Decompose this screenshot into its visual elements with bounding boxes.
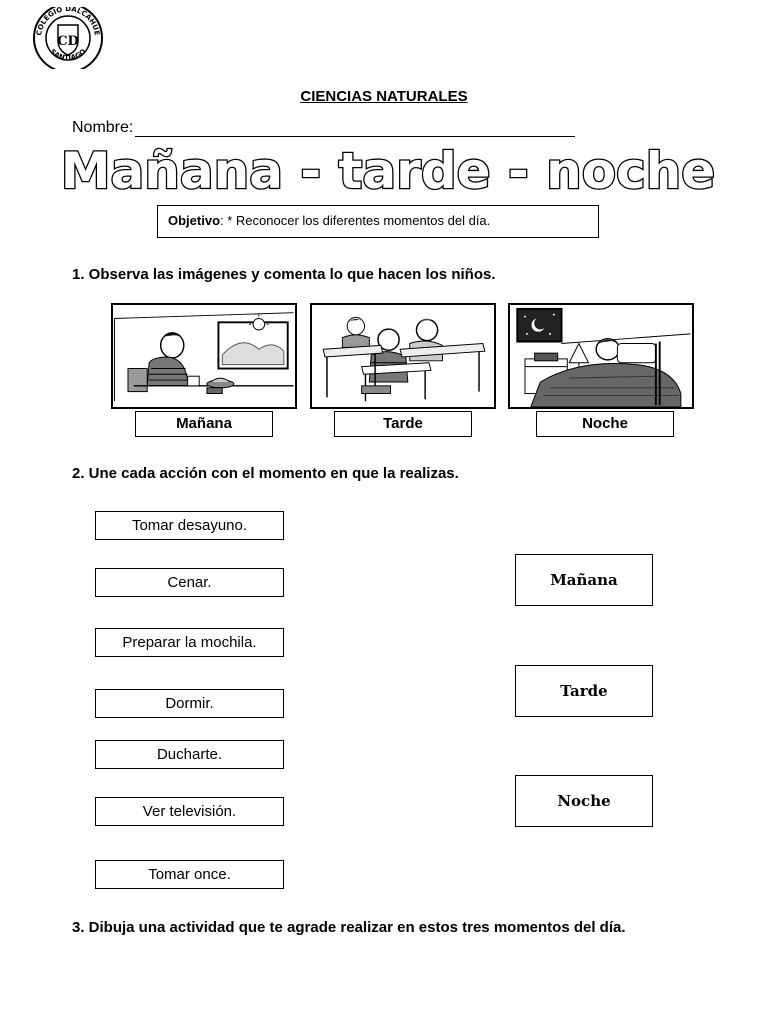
logo-top-text: COLEGIO DALCAHUE xyxy=(35,7,101,37)
morning-label: Mañana xyxy=(135,411,273,437)
action-ducharte[interactable]: Ducharte. xyxy=(95,740,284,769)
afternoon-label: Tarde xyxy=(334,411,472,437)
action-tomar-once[interactable]: Tomar once. xyxy=(95,860,284,889)
question-3: 3. Dibuja una actividad que te agrade realizar en estos tres momentos del día. xyxy=(72,919,626,936)
time-box-manana[interactable]: Mañana xyxy=(515,554,653,606)
name-blank-line[interactable] xyxy=(135,121,575,137)
action-cenar[interactable]: Cenar. xyxy=(95,568,284,597)
worksheet-title xyxy=(60,140,716,202)
school-logo xyxy=(32,7,104,69)
action-preparar-mochila[interactable]: Preparar la mochila. xyxy=(95,628,284,657)
svg-text:COLEGIO DALCAHUE xyxy=(35,7,101,36)
action-tomar-desayuno[interactable]: Tomar desayuno. xyxy=(95,511,284,540)
title-text: Mañana - tarde - noche xyxy=(60,142,716,200)
action-ver-television[interactable]: Ver televisión. xyxy=(95,797,284,826)
objective-box xyxy=(157,205,599,238)
afternoon-picture xyxy=(310,303,496,409)
objective-label: Objetivo xyxy=(168,213,221,228)
question-2: 2. Une cada acción con el momento en que la realizas. xyxy=(72,465,459,482)
night-picture xyxy=(508,303,694,409)
name-label: Nombre: xyxy=(72,119,134,136)
logo-monogram: CD xyxy=(57,34,79,49)
objective-text: : * Reconocer los diferentes momentos del día. xyxy=(220,213,491,228)
name-field[interactable] xyxy=(72,119,575,137)
question-1: 1. Observa las imágenes y comenta lo que hacen los niños. xyxy=(72,266,496,283)
morning-scene-icon xyxy=(113,305,295,407)
logo-bottom-text: SANTIAGO xyxy=(48,47,88,63)
morning-picture xyxy=(111,303,297,409)
time-box-noche[interactable]: Noche xyxy=(515,775,653,827)
time-box-tarde[interactable]: Tarde xyxy=(515,665,653,717)
action-dormir[interactable]: Dormir. xyxy=(95,689,284,718)
night-scene-icon xyxy=(510,305,692,407)
afternoon-scene-icon xyxy=(312,305,494,407)
subject-heading: CIENCIAS NATURALES xyxy=(300,88,468,105)
night-label: Noche xyxy=(536,411,674,437)
